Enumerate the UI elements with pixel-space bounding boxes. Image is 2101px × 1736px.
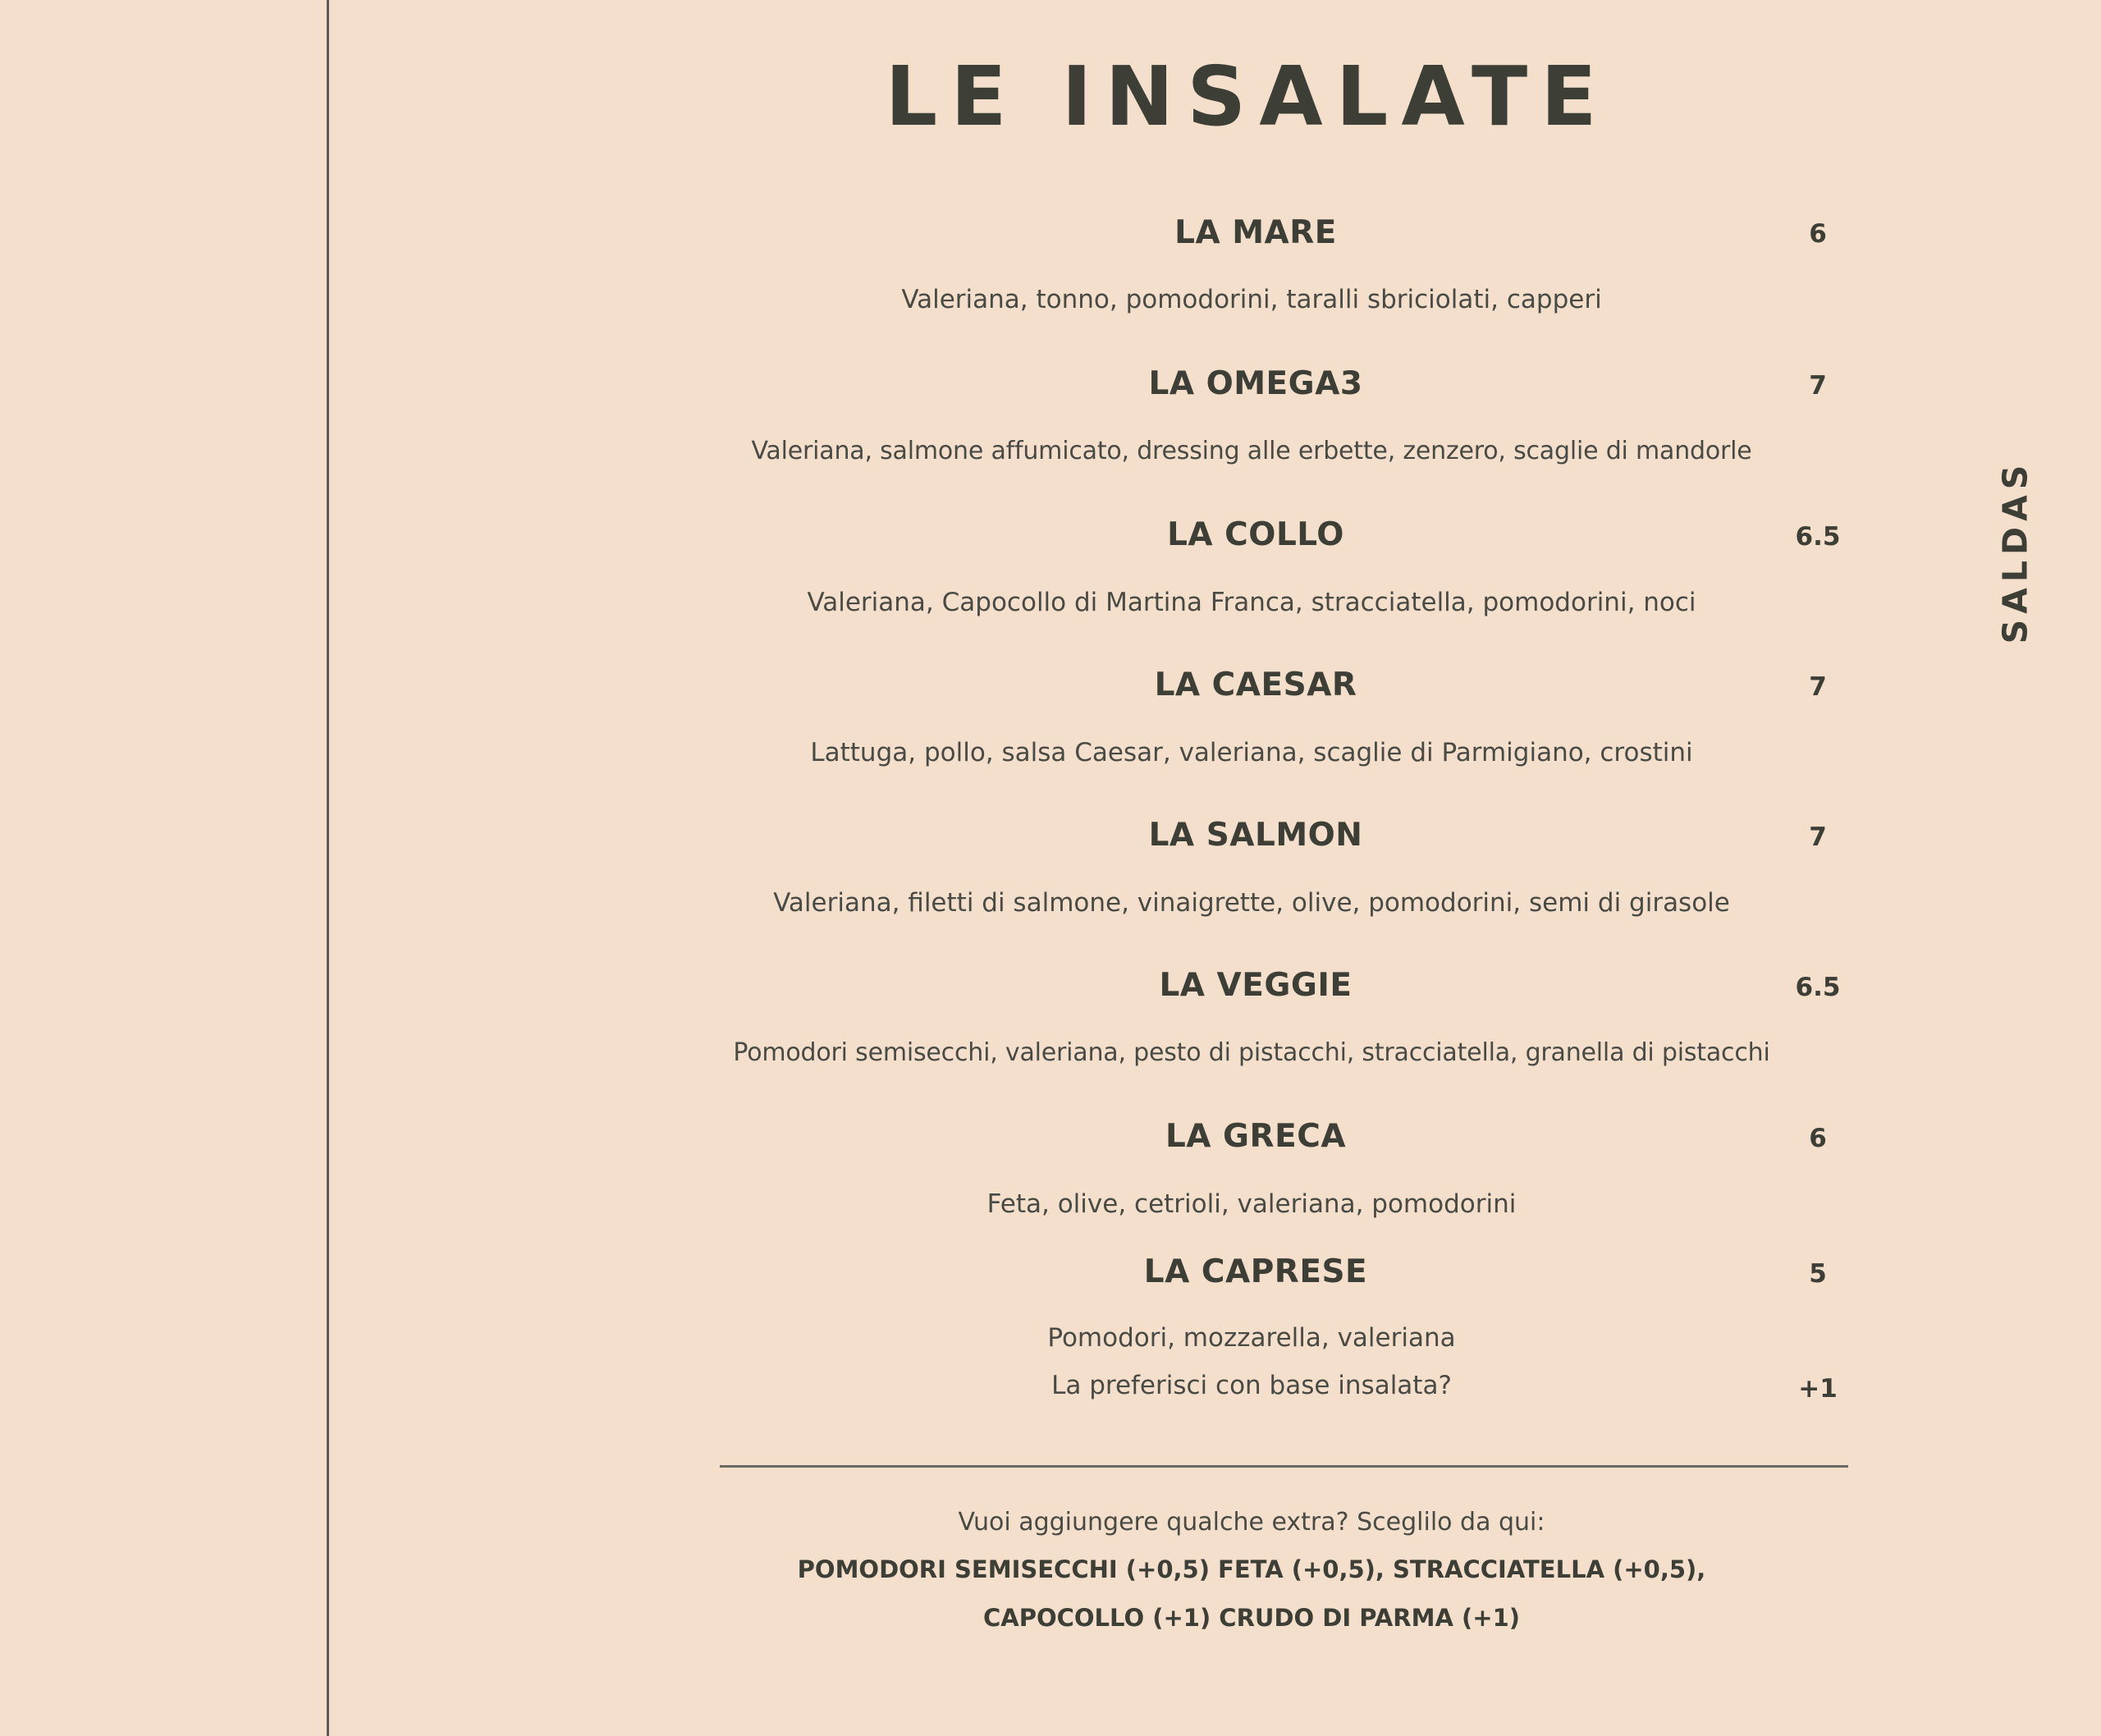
item-name-la-mare: LA MARE — [1174, 214, 1337, 251]
item-description-la-caesar: Lattuga, pollo, salsa Caesar, valeriana, scaglie di Parmigiano, crostini — [810, 738, 1693, 767]
extras-intro: Vuoi aggiungere qualche extra? Sceglilo da qui: — [958, 1508, 1545, 1537]
item-description-la-veggie: Pomodori semisecchi, valeriana, pesto di pistacchi, stracciatella, granella di pistacchi — [733, 1038, 1770, 1067]
item-name-la-collo: LA COLLO — [1167, 516, 1344, 553]
item-description-la-caprese: Pomodori, mozzarella, valeriana — [1047, 1323, 1456, 1353]
left-vertical-rule — [327, 0, 329, 1736]
item-description-la-collo: Valeriana, Capocollo di Martina Franca, stracciatella, pomodorini, noci — [807, 588, 1696, 617]
item-price-la-greca: 6 — [1809, 1124, 1827, 1153]
item-name-la-omega3: LA OMEGA3 — [1148, 365, 1363, 402]
item-price-la-collo: 6.5 — [1795, 522, 1841, 552]
item-description-la-omega3: Valeriana, salmone affumicato, dressing alle erbette, zenzero, scaglie di mandorle — [751, 437, 1752, 465]
menu-title: LE INSALATE — [885, 48, 1610, 144]
item-price-la-veggie: 6.5 — [1795, 973, 1841, 1002]
caprese-option-text: La preferisci con base insalata? — [1051, 1371, 1452, 1400]
divider — [720, 1465, 1848, 1468]
item-name-la-caesar: LA CAESAR — [1154, 666, 1357, 703]
item-description-la-greca: Feta, olive, cetrioli, valeriana, pomodorini — [986, 1189, 1517, 1219]
caprese-option-price: +1 — [1798, 1374, 1838, 1404]
item-name-la-greca: LA GRECA — [1165, 1118, 1347, 1155]
item-price-la-caesar: 7 — [1809, 672, 1827, 702]
item-description-la-mare: Valeriana, tonno, pomodorini, taralli sbriciolati, capperi — [901, 285, 1602, 314]
extras-list-line-1: POMODORI SEMISECCHI (+0,5) FETA (+0,5), STRACCIATELLA (+0,5), — [797, 1555, 1706, 1583]
item-price-la-salmon: 7 — [1809, 822, 1827, 852]
item-price-la-mare: 6 — [1809, 219, 1827, 249]
item-name-la-veggie: LA VEGGIE — [1159, 967, 1353, 1004]
extras-list-line-2: CAPOCOLLO (+1) CRUDO DI PARMA (+1) — [982, 1604, 1520, 1632]
side-section-label: SALDAS — [1995, 459, 2035, 644]
item-price-la-caprese: 5 — [1809, 1259, 1827, 1289]
item-name-la-caprese: LA CAPRESE — [1143, 1253, 1368, 1290]
item-name-la-salmon: LA SALMON — [1148, 817, 1363, 854]
item-price-la-omega3: 7 — [1809, 371, 1827, 401]
item-description-la-salmon: Valeriana, filetti di salmone, vinaigrette, olive, pomodorini, semi di girasole — [773, 888, 1730, 918]
